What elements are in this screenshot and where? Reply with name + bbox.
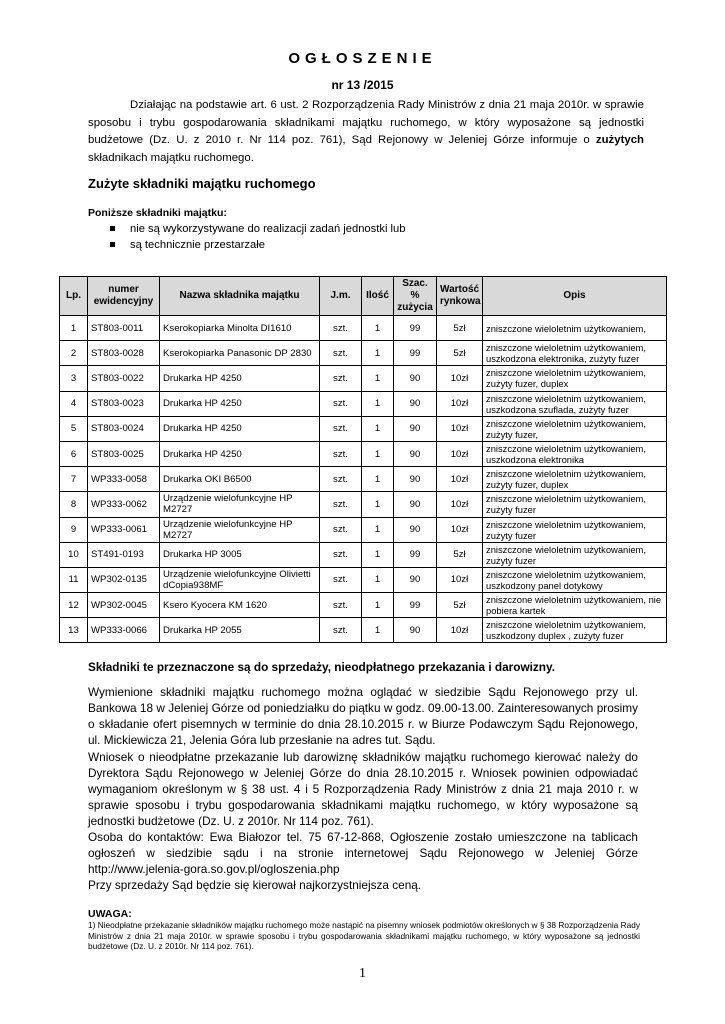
cell-ewid: ST803-0028 — [88, 341, 160, 366]
bullet-item — [110, 237, 405, 253]
cell-wartosc: 5zł — [437, 316, 483, 341]
bullet-list — [110, 221, 405, 253]
cell-ilosc: 1 — [362, 316, 394, 341]
bullet-text: są technicznie przestarzałe — [130, 239, 265, 251]
cell-ewid: ST803-0024 — [88, 416, 160, 441]
intro-bold-word: zużytych — [595, 134, 644, 146]
note-text: 1) Nieodpłatne przekazanie składników majątku ruchomego może nastąpić na pisemny wniosek podmiotów określonych w § 38 Rozporządzenia Rady Ministrów z dnia 21 maja 2010r. w sprawie sposobu i trybu gospodarowania składnikami majątku ruchomego, w który wyposażone są jednostki budżetowe (Dz. U. z 2010r. Nr 114 poz. 761). — [88, 920, 640, 952]
cell-lp: 7 — [60, 467, 88, 492]
cell-wartosc: 5zł — [437, 593, 483, 618]
cell-lp: 2 — [60, 341, 88, 366]
cell-opis: zniszczone wieloletnim użytkowaniem, zużyty fuzer — [483, 517, 667, 542]
cell-jm: szt. — [320, 341, 362, 366]
cell-ilosc: 1 — [362, 542, 394, 567]
paragraph-price: Przy sprzedaży Sąd będzie się kierował najkorzystniejsza ceną. — [88, 878, 422, 892]
cell-ilosc: 1 — [362, 467, 394, 492]
header-wartosc: Wartość rynkowa — [437, 277, 483, 316]
table-row — [60, 366, 667, 391]
cell-nazwa: Drukarka HP 4250 — [160, 416, 320, 441]
cell-nazwa: Ksero Kyocera KM 1620 — [160, 593, 320, 618]
cell-ilosc: 1 — [362, 366, 394, 391]
intro-text-after: składnikach majątku ruchomego. — [88, 151, 254, 164]
cell-nazwa: Kserokopiarka Minolta DI1610 — [160, 316, 320, 341]
bullet-item — [110, 221, 405, 237]
cell-opis: zniszczone wieloletnim użytkowaniem, uszkodzona elektronika, zużyty fuzer — [483, 341, 667, 366]
bullet-square-icon — [110, 242, 115, 247]
cell-ewid: ST491-0193 — [88, 542, 160, 567]
table-row — [60, 467, 667, 492]
cell-wartosc: 10zł — [437, 567, 483, 592]
cell-jm: szt. — [320, 492, 362, 517]
cell-nazwa: Kserokopiarka Panasonic DP 2830 — [160, 341, 320, 366]
assets-table — [59, 276, 667, 643]
cell-ilosc: 1 — [362, 416, 394, 441]
cell-ewid: WP333-0066 — [88, 618, 160, 643]
cell-zuzycie: 90 — [394, 441, 437, 466]
cell-jm: szt. — [320, 316, 362, 341]
cell-nazwa: Drukarka OKI B6500 — [160, 467, 320, 492]
cell-nazwa: Drukarka HP 4250 — [160, 391, 320, 416]
cell-zuzycie: 90 — [394, 567, 437, 592]
cell-jm: szt. — [320, 618, 362, 643]
closing-heading: Składniki te przeznaczone są do sprzedaży, nieodpłatnego przekazania i darowizny. — [88, 660, 555, 674]
header-lp: Lp. — [60, 277, 88, 316]
cell-lp: 4 — [60, 391, 88, 416]
cell-ewid: WP333-0062 — [88, 492, 160, 517]
section-heading: Zużyte składniki majątku ruchomego — [88, 176, 316, 191]
header-nazwa: Nazwa składnika majątku — [160, 277, 320, 316]
table-row — [60, 542, 667, 567]
cell-wartosc: 10zł — [437, 517, 483, 542]
cell-wartosc: 10zł — [437, 366, 483, 391]
sub-heading: Poniższe składniki majątku: — [88, 207, 227, 219]
page-number: 1 — [359, 966, 366, 981]
cell-opis: zniszczone wieloletnim użytkowaniem, — [483, 316, 667, 341]
cell-lp: 10 — [60, 542, 88, 567]
cell-jm: szt. — [320, 467, 362, 492]
bullet-square-icon — [110, 226, 115, 231]
cell-ilosc: 1 — [362, 517, 394, 542]
cell-lp: 6 — [60, 441, 88, 466]
cell-jm: szt. — [320, 593, 362, 618]
table-body — [60, 316, 667, 643]
cell-zuzycie: 99 — [394, 341, 437, 366]
cell-opis: zniszczone wieloletnim użytkowaniem, zużyty fuzer, — [483, 416, 667, 441]
cell-opis: zniszczone wieloletnim użytkowaniem, uszkodzona szuflada, zużyty fuzer — [483, 391, 667, 416]
cell-opis: zniszczone wieloletnim użytkowaniem, zużyty fuzer, duplex — [483, 467, 667, 492]
cell-zuzycie: 90 — [394, 467, 437, 492]
table-row — [60, 567, 667, 592]
cell-opis: zniszczone wieloletnim użytkowaniem, zużyty fuzer, duplex — [483, 366, 667, 391]
cell-nazwa: Drukarka HP 4250 — [160, 366, 320, 391]
table-row — [60, 316, 667, 341]
document-title: OGŁOSZENIE — [288, 50, 437, 67]
cell-wartosc: 10zł — [437, 416, 483, 441]
cell-nazwa: Urządzenie wielofunkcyjne HP M2727 — [160, 492, 320, 517]
cell-zuzycie: 90 — [394, 391, 437, 416]
cell-opis: zniszczone wieloletnim użytkowaniem, nie pobiera kartek — [483, 593, 667, 618]
announcement-number: nr 13 /2015 — [331, 78, 394, 92]
table-row — [60, 618, 667, 643]
cell-zuzycie: 90 — [394, 366, 437, 391]
cell-ilosc: 1 — [362, 618, 394, 643]
cell-lp: 3 — [60, 366, 88, 391]
cell-zuzycie: 99 — [394, 542, 437, 567]
cell-ilosc: 1 — [362, 567, 394, 592]
cell-wartosc: 5zł — [437, 542, 483, 567]
cell-jm: szt. — [320, 542, 362, 567]
cell-ewid: ST803-0011 — [88, 316, 160, 341]
intro-paragraph — [88, 97, 644, 167]
cell-ilosc: 1 — [362, 391, 394, 416]
bullet-text: nie są wykorzystywane do realizacji zadań jednostki lub — [130, 223, 406, 235]
header-ewid: numer ewidencyjny — [88, 277, 160, 316]
cell-opis: zniszczone wieloletnim użytkowaniem, uszkodzony panel dotykowy — [483, 567, 667, 592]
cell-wartosc: 10zł — [437, 618, 483, 643]
cell-zuzycie: 90 — [394, 618, 437, 643]
table-row — [60, 341, 667, 366]
paragraph-viewing: Wymienione składniki majątku ruchomego można oglądać w siedzibie Sądu Rejonowego przy ul. Bankowa 18 w Jeleniej Górze od poniedziałku do piątku w godz. 09.00-13.00. Zainteresowanych prosimy o składanie ofert pisemnych w terminie do dnia 28.10.2015 r. w Biurze Podawczym Sądu Rejonowego, ul. Mickiewicza 21, Jelenia Góra lub przesłanie na adres tut. Sądu. — [88, 685, 638, 747]
cell-lp: 8 — [60, 492, 88, 517]
note-title: UWAGA: — [88, 908, 132, 920]
cell-zuzycie: 99 — [394, 593, 437, 618]
header-jm: J.m. — [320, 277, 362, 316]
cell-nazwa: Drukarka HP 2055 — [160, 618, 320, 643]
table-row — [60, 416, 667, 441]
header-ilosc: Ilość — [362, 277, 394, 316]
header-opis: Opis — [483, 277, 667, 316]
cell-jm: szt. — [320, 416, 362, 441]
cell-wartosc: 5zł — [437, 341, 483, 366]
cell-opis: zniszczone wieloletnim użytkowaniem, uszkodzona elektronika — [483, 441, 667, 466]
cell-ewid: WP302-0045 — [88, 593, 160, 618]
cell-lp: 1 — [60, 316, 88, 341]
cell-zuzycie: 90 — [394, 492, 437, 517]
cell-jm: szt. — [320, 567, 362, 592]
cell-jm: szt. — [320, 391, 362, 416]
cell-zuzycie: 90 — [394, 517, 437, 542]
cell-ewid: WP302-0135 — [88, 567, 160, 592]
cell-lp: 12 — [60, 593, 88, 618]
cell-ewid: ST803-0023 — [88, 391, 160, 416]
cell-ilosc: 1 — [362, 492, 394, 517]
cell-lp: 5 — [60, 416, 88, 441]
cell-nazwa: Urządzenie wielofunkcyjne HP M2727 — [160, 517, 320, 542]
cell-opis: zniszczone wieloletnim użytkowaniem, zużyty fuzer — [483, 542, 667, 567]
paragraph-request: Wniosek o nieodpłatne przekazanie lub darowiznę składników majątku ruchomego kierować należy do Dyrektora Sądu Rejonowego w Jeleniej Górze do dnia 28.10.2015 r. Wniosek powinien odpowiadać wymaganiom określonym w § 38 ust. 4 i 5 Rozporządzenia Rady Ministrów z dnia 21 maja 2010 r. w sprawie sposobu i trybu gospodarowania składnikami majątku ruchomego, w który wyposażone są jednostki budżetowe (Dz. U. z 2010r. Nr 114 poz. 761). — [88, 750, 638, 828]
cell-opis: zniszczone wieloletnim użytkowaniem, zużyty fuzer — [483, 492, 667, 517]
cell-wartosc: 10zł — [437, 441, 483, 466]
cell-ilosc: 1 — [362, 593, 394, 618]
cell-jm: szt. — [320, 366, 362, 391]
cell-nazwa: Drukarka HP 3005 — [160, 542, 320, 567]
cell-ewid: ST803-0022 — [88, 366, 160, 391]
cell-ewid: WP333-0061 — [88, 517, 160, 542]
cell-jm: szt. — [320, 441, 362, 466]
cell-wartosc: 10zł — [437, 391, 483, 416]
table-row — [60, 391, 667, 416]
cell-lp: 11 — [60, 567, 88, 592]
cell-zuzycie: 99 — [394, 316, 437, 341]
cell-ilosc: 1 — [362, 441, 394, 466]
intro-text-before: Działając na podstawie art. 6 ust. 2 Rozporządzenia Rady Ministrów z dnia 21 maja 2010r. w sprawie sposobu i trybu gospodarowania składnikami majątku ruchomego, w który wyposażone są jednostki budżetowe (Dz. U. z 2010 r. Nr 114 poz. 761), Sąd Rejonowy w Jeleniej Górze informuje o — [88, 99, 644, 146]
cell-ewid: ST803-0025 — [88, 441, 160, 466]
cell-nazwa: Urządzenie wielofunkcyjne Olivietti dCopia938MF — [160, 567, 320, 592]
cell-jm: szt. — [320, 517, 362, 542]
cell-wartosc: 10zł — [437, 467, 483, 492]
header-zuzycie: Szac. % zużycia — [394, 277, 437, 316]
cell-ilosc: 1 — [362, 341, 394, 366]
cell-lp: 9 — [60, 517, 88, 542]
cell-zuzycie: 90 — [394, 416, 437, 441]
table-row — [60, 492, 667, 517]
cell-wartosc: 10zł — [437, 492, 483, 517]
table-row — [60, 593, 667, 618]
cell-lp: 13 — [60, 618, 88, 643]
table-header-row — [60, 277, 667, 316]
cell-nazwa: Drukarka HP 4250 — [160, 441, 320, 466]
table-row — [60, 517, 667, 542]
table-row — [60, 441, 667, 466]
cell-opis: zniszczone wieloletnim użytkowaniem, uszkodzony duplex , zużyty fuzer — [483, 618, 667, 643]
cell-ewid: WP333-0058 — [88, 467, 160, 492]
paragraph-contact: Osoba do kontaktów: Ewa Białozor tel. 75 67-12-868, Ogłoszenie zostało umieszczone na tablicach ogłoszeń w siedzibie sądu i na stronie internetowej Sądu Rejonowego w Jeleniej Górze http://www.jelenia-gora.so.gov.pl/ogloszenia.php — [88, 830, 638, 876]
